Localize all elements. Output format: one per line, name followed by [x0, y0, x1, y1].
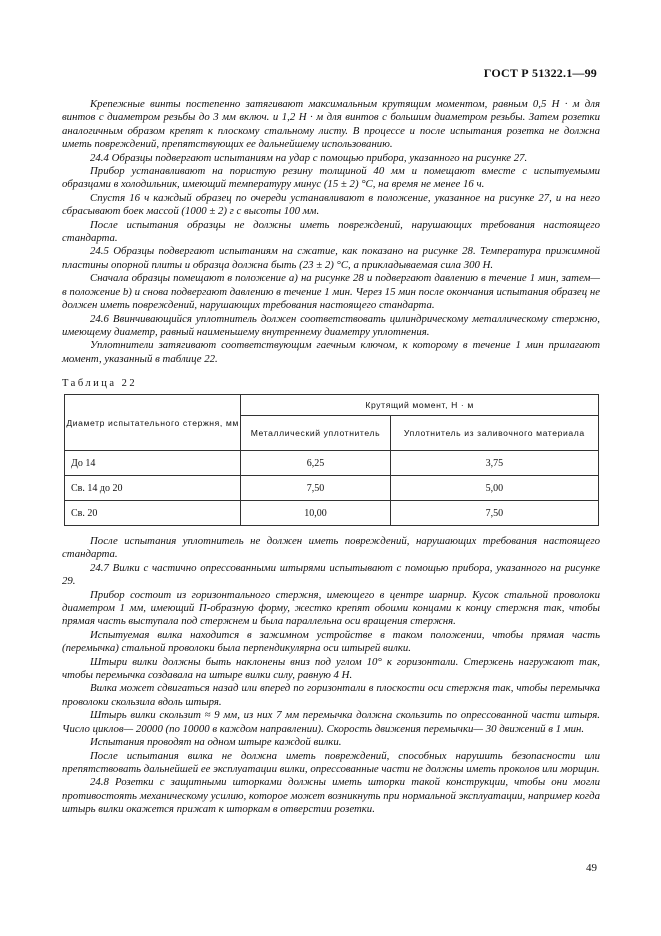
table-title: Таблица 22: [62, 378, 138, 389]
cell-cast: 5,00: [390, 476, 598, 501]
column-header-diameter: Диаметр испытательного стержня, мм: [65, 395, 241, 451]
cell-metal: 7,50: [241, 476, 390, 501]
paragraph: После испытания уплотнитель не должен иметь повреждений, нарушающих требования настоящего стандарта.: [62, 535, 600, 561]
paragraph: 24.5 Образцы подвергают испытаниям на сжатие, как показано на рисунке 28. Температура прижимной пластины опорной плиты и образца должна быть (23 ± 2) °С, а прикладываемая сила 300 Н.: [62, 245, 600, 271]
paragraph: Прибор состоит из горизонтального стержня, имеющего в центре шарнир. Кусок стальной проволоки диаметром 1 мм, имеющий П-образную форму, жестко крепят обоими концами к концу стержня так, чтобы прямая часть выступала под стержнем и была параллельна оси вращения стержня.: [62, 588, 600, 628]
paragraph: 24.4 Образцы подвергают испытаниям на удар с помощью прибора, указанного на рисунке 27.: [90, 151, 528, 164]
page-number: 49: [586, 862, 597, 874]
paragraph: Штыри вилки должны быть наклонены вниз под углом 10° к горизонтали. Стержень нагружают так, чтобы перемычка создавала на штыре вилки силу, равную 4 Н.: [62, 655, 600, 682]
paragraph: Штырь вилки скользит ≈ 9 мм, из них 7 мм перемычка должна скользить по опрессованной части штыря. Число циклов— 20000 (по 10000 в каждом направлении). Скорость движения перемычки— 30 движений в 1 мин.: [62, 709, 600, 735]
paragraph: Испытуемая вилка находится в зажимном устройстве в таком положении, чтобы прямая часть (перемычка) стальной проволоки была перпендикулярна оси штырей вилки.: [62, 628, 600, 655]
paragraph: Спустя 16 ч каждый образец по очереди устанавливают в положение, указанное на рисунке 27, и на него сбрасывают боек массой (1000 ± 2) г с высоты 100 мм.: [62, 191, 600, 218]
cell-cast: 3,75: [390, 451, 598, 476]
cell-diameter: Св. 20: [65, 501, 241, 526]
text-block-upper: [62, 98, 600, 366]
table-row: [65, 501, 599, 526]
table-row: [65, 476, 599, 501]
column-header-metal: Металлический уплотнитель: [241, 416, 390, 451]
cell-metal: 6,25: [241, 451, 390, 476]
torque-table: [64, 394, 599, 526]
cell-cast: 7,50: [390, 501, 598, 526]
column-header-cast: Уплотнитель из заливочного материала: [390, 416, 598, 451]
paragraph: После испытания вилка не должна иметь повреждений, способных нарушить безопасности или препятствовать дальнейшей ее эксплуатации вилки, опрессованные части не должны иметь проколов или морщин.: [62, 749, 600, 775]
paragraph: Сначала образцы помещают в положение а) на рисунке 28 и подвергают давлению в течение 1 мин, затем— в положение b) и снова подвергают давлению в течение 1 мин. Через 15 мин после окончания испытания образец не должен иметь повреждений, нарушающих требования настоящего стандарта.: [62, 272, 600, 312]
paragraph: Вилка может сдвигаться назад или вперед по горизонтали в плоскости оси стержня так, чтобы перемычка проволоки скользила вдоль штыря.: [62, 682, 600, 708]
paragraph: Уплотнители затягивают соответствующим гаечным ключом, к которому в течение 1 мин прилагают момент, указанный в таблице 22.: [62, 339, 600, 365]
table-row: [65, 451, 599, 476]
standard-header: ГОСТ Р 51322.1—99: [483, 66, 597, 80]
cell-diameter: Св. 14 до 20: [65, 476, 241, 501]
paragraph: 24.8 Розетки с защитными шторками должны иметь шторки такой конструкции, чтобы они могли противостоять механическому усилию, которое может возникнуть при нормальной эксплуатации, например когда штырь вилки окажется прижат к шторкам в отверстии розетки.: [62, 776, 600, 816]
cell-diameter: До 14: [65, 451, 241, 476]
column-header-torque: Крутящий момент, Н · м: [241, 395, 599, 416]
cell-metal: 10,00: [241, 501, 390, 526]
paragraph: Прибор устанавливают на пористую резину толщиной 40 мм и помещают вместе с испытуемыми образцами в холодильник, имеющий температуру минус (15 ± 2) °С, на время не менее 16 ч.: [62, 165, 600, 191]
paragraph: Крепежные винты постепенно затягивают максимальным крутящим моментом, равным 0,5 Н · м для винтов с диаметром резьбы до 3 мм включ. и 1,2 Н · м для винтов с большим диаметром резьбы. Затем розетки аналогичным образом крепят к плоскому стальному листу. В процессе и после испытания розетка не должна иметь повреждений, препятствующих ее дальнейшему использованию.: [62, 98, 600, 151]
text-block-lower: [62, 535, 600, 817]
paragraph: 24.6 Ввинчивающийся уплотнитель должен соответствовать цилиндрическому металлическому стержню, имеющему диаметр, равный наименьшему внутреннему диаметру уплотнения.: [62, 312, 600, 338]
paragraph: 24.7 Вилки с частично опрессованными штырями испытывают с помощью прибора, указанного на рисунке 29.: [62, 561, 600, 588]
paragraph: После испытания образцы не должны иметь повреждений, нарушающих требования настоящего стандарта.: [62, 218, 600, 245]
paragraph: Испытания проводят на одном штыре каждой вилки.: [90, 736, 342, 749]
